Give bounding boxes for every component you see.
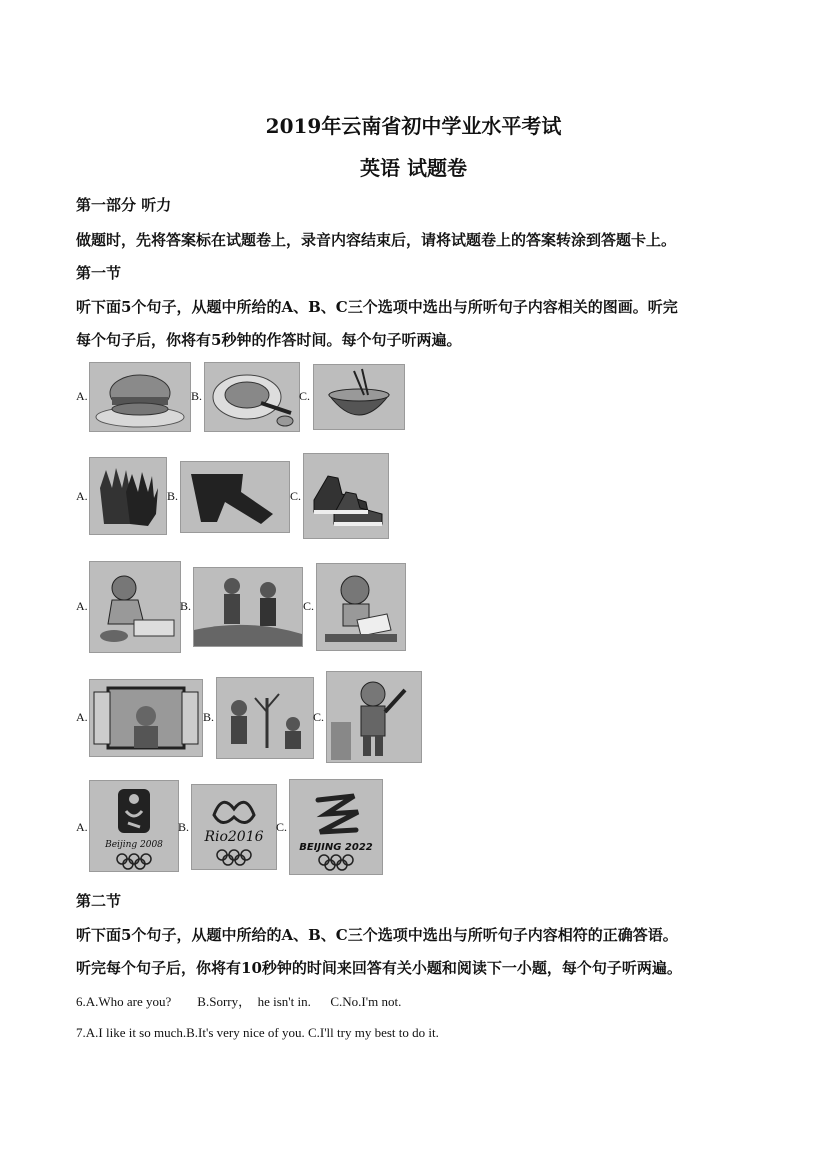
option-label: C.	[276, 820, 288, 834]
question-7: 7.A.I like it so much.B.It's very nice of you. C.I'll try my best to do it.	[76, 1025, 439, 1040]
question-6: 6.A.Who are you? B.Sorry， he isn't in. C.No.I'm not.	[76, 994, 402, 1009]
option-label: C.	[303, 599, 315, 613]
people-walking-image	[193, 567, 303, 647]
boy-waving-image	[326, 671, 422, 763]
option-label: A.	[76, 599, 88, 613]
section2-instruction-line2: 听完每个句子后，你将有10秒钟的时间来回答有关小题和阅读下一小题，每个句子听两遍。	[76, 959, 682, 977]
option-label: C.	[290, 489, 302, 503]
pancake-plate-image	[204, 362, 300, 432]
part1-heading: 第一部分 听力	[76, 196, 172, 214]
option-label: B.	[191, 389, 203, 403]
window-cleaning-image	[89, 679, 203, 757]
hamburger-image	[89, 362, 191, 432]
sneakers-image	[303, 453, 389, 539]
beijing-2008-logo-image	[89, 780, 179, 872]
option-label: B.	[203, 710, 215, 724]
section2-heading: 第二节	[76, 892, 122, 910]
section1-instruction-line1: 听下面5个句子，从题中所给的A、B、C三个选项中选出与所听句子内容相关的图画。听完	[76, 298, 678, 316]
page-title: 2019年云南省初中学业水平考试	[265, 114, 562, 138]
option-label: C.	[313, 710, 325, 724]
section1-heading: 第一节	[76, 264, 122, 282]
section2-instruction-line1: 听下面5个句子，从题中所给的A、B、C三个选项中选出与所听句子内容相符的正确答语。	[76, 926, 678, 944]
part1-instruction: 做题时，先将答案标在试题卷上，录音内容结束后，请将试题卷上的答案转涂到答题卡上。	[76, 231, 677, 249]
noodle-bowl-image	[313, 364, 405, 430]
option-label: C.	[299, 389, 311, 403]
boy-reading-image	[316, 563, 406, 651]
option-label: A.	[76, 820, 88, 834]
rio-2016-text: Rio2016	[204, 829, 264, 845]
section1-instruction-line2: 每个句子后，你将有5秒钟的作答时间。每个句子听两遍。	[76, 331, 462, 349]
option-label: B.	[167, 489, 179, 503]
option-label: B.	[180, 599, 192, 613]
beijing-2008-text: Beijing 2008	[105, 840, 163, 850]
option-label: A.	[76, 389, 88, 403]
page-subtitle: 英语 试题卷	[360, 156, 467, 180]
option-label: A.	[76, 489, 88, 503]
gloves-image	[89, 457, 167, 535]
rio-2016-logo-image	[191, 784, 277, 870]
option-label: A.	[76, 710, 88, 724]
tree-planting-image	[216, 677, 314, 759]
girl-drawing-image	[89, 561, 181, 653]
option-label: B.	[178, 820, 190, 834]
beijing-2022-logo-image	[289, 779, 383, 875]
trousers-image	[180, 461, 290, 533]
beijing-2022-text: BEIJING 2022	[299, 842, 373, 853]
